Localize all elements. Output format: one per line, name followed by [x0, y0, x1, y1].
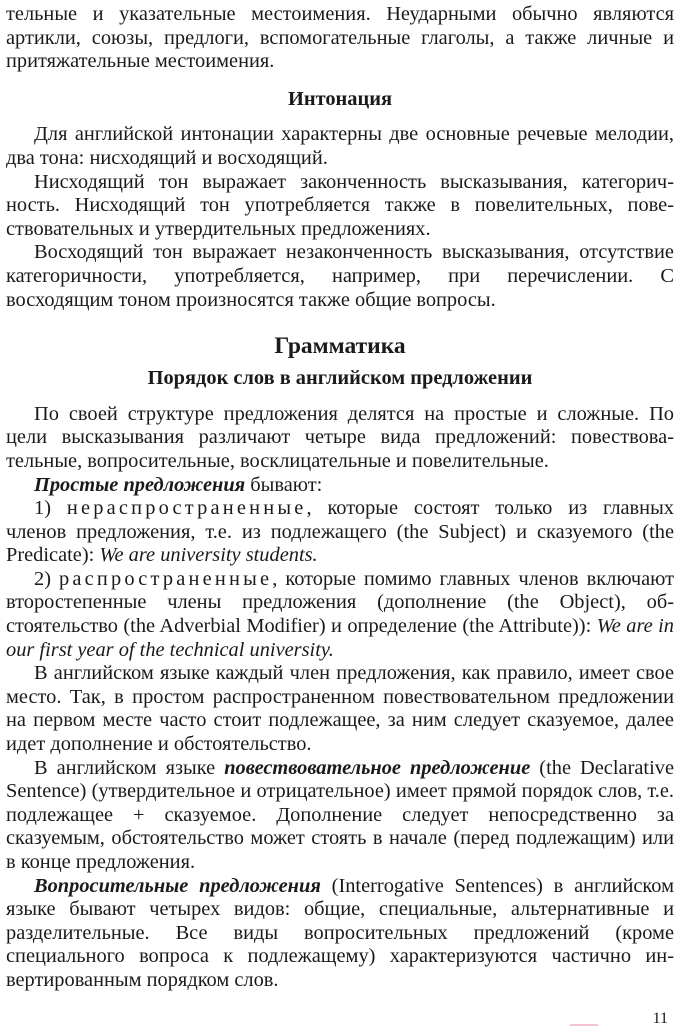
term-unextended: нераспространенные — [66, 497, 307, 520]
list-item-1-text: , которые состоят только из главных членов предложения, т.е. из подлежащего (the Subject) и сказуемого (the Predicate): — [6, 497, 674, 567]
term-interrogative: Вопросительные предложения — [34, 874, 321, 897]
intonation-paragraph-2: Нисходящий тон выражает законченность высказывания, категоричность. Нисходящий тон употребляется также в повелительных, повествовательных и утвердительных предложениях. — [6, 170, 674, 240]
list-item-1-number: 1) — [34, 497, 67, 520]
grammar-paragraph-1: По своей структуре предложения делятся на простые и сложные. По цели высказывания различают четыре вида предложений: повествовательные, вопросительные, восклицательные и повелительные. — [6, 402, 674, 472]
example-1: We are university students. — [99, 544, 318, 567]
decorative-mark — [570, 1024, 598, 1026]
example-2: We are in our first year of the technical university. — [6, 615, 674, 661]
list-item-1 — [6, 497, 674, 568]
simple-sentences-intro — [6, 474, 674, 498]
chapter-heading-grammar: Грамматика — [274, 333, 406, 360]
term-extended: распространенные — [58, 567, 273, 590]
list-item-2-text: , которые помимо главных членов включают второстепенные члены предложения (дополнение (the Object), обстоятельство (the Adverbial Modifier) и определение (the Attribute)): — [6, 567, 674, 638]
declarative-paragraph — [6, 757, 674, 875]
term-declarative: повествовательное предложение — [224, 756, 531, 779]
declarative-lead: В английском языке — [34, 756, 225, 779]
grammar-paragraph-word-order: В английском языке каждый член предложения, как правило, имеет свое место. Так, в простом распространенном повествовательном предложении на первом месте часто стоит подлежащее, за ним следует сказуемое, далее идет дополнение и обстоятельство. — [6, 662, 674, 756]
page-number: 11 — [652, 1010, 668, 1027]
declarative-text: (the Declarative Sentence) (утвердительное и отрицательное) имеет прямой порядок слов, т.е. подлежащее + сказуемое. Дополнение следует непосредственно за сказуемым, обстоятельство может стоять в начале (перед подлежащим) или в конце предложения. — [6, 756, 674, 873]
intonation-paragraph-1: Для английской интонации характерны две основные речевые мелодии, два тона: нисходящий и восходящий. — [6, 123, 674, 169]
intonation-paragraph-3: Восходящий тон выражает незаконченность высказывания, отсутствие категоричности, употребляется, например, при перечислении. С восходящим тоном произносятся также общие вопросы. — [6, 241, 674, 311]
section-heading-word-order: Порядок слов в английском предложении — [147, 367, 533, 390]
interrogative-paragraph — [6, 875, 674, 993]
term-simple-sentences: Простые предложения — [34, 473, 246, 496]
interrogative-text: (Interrogative Sentences) в английском языке бывают четырех видов: общие, специальные, альтернативные и разделительные. Все виды вопросительных предложений (кроме специального вопроса к подлежащему) характеризуются частично инвертированным порядком слов. — [6, 874, 674, 991]
section-heading-intonation: Интонация — [287, 87, 393, 110]
list-item-2-number: 2) — [34, 567, 59, 590]
simple-sentences-intro-text: бывают: — [245, 473, 323, 496]
list-item-2 — [6, 568, 674, 662]
page — [6, 3, 674, 993]
intro-paragraph: тельные и указательные местоимения. Неударными обычно являются артикли, союзы, предлоги, вспомогательные глаголы, а также личные и притяжательные местоимения. — [6, 3, 674, 73]
